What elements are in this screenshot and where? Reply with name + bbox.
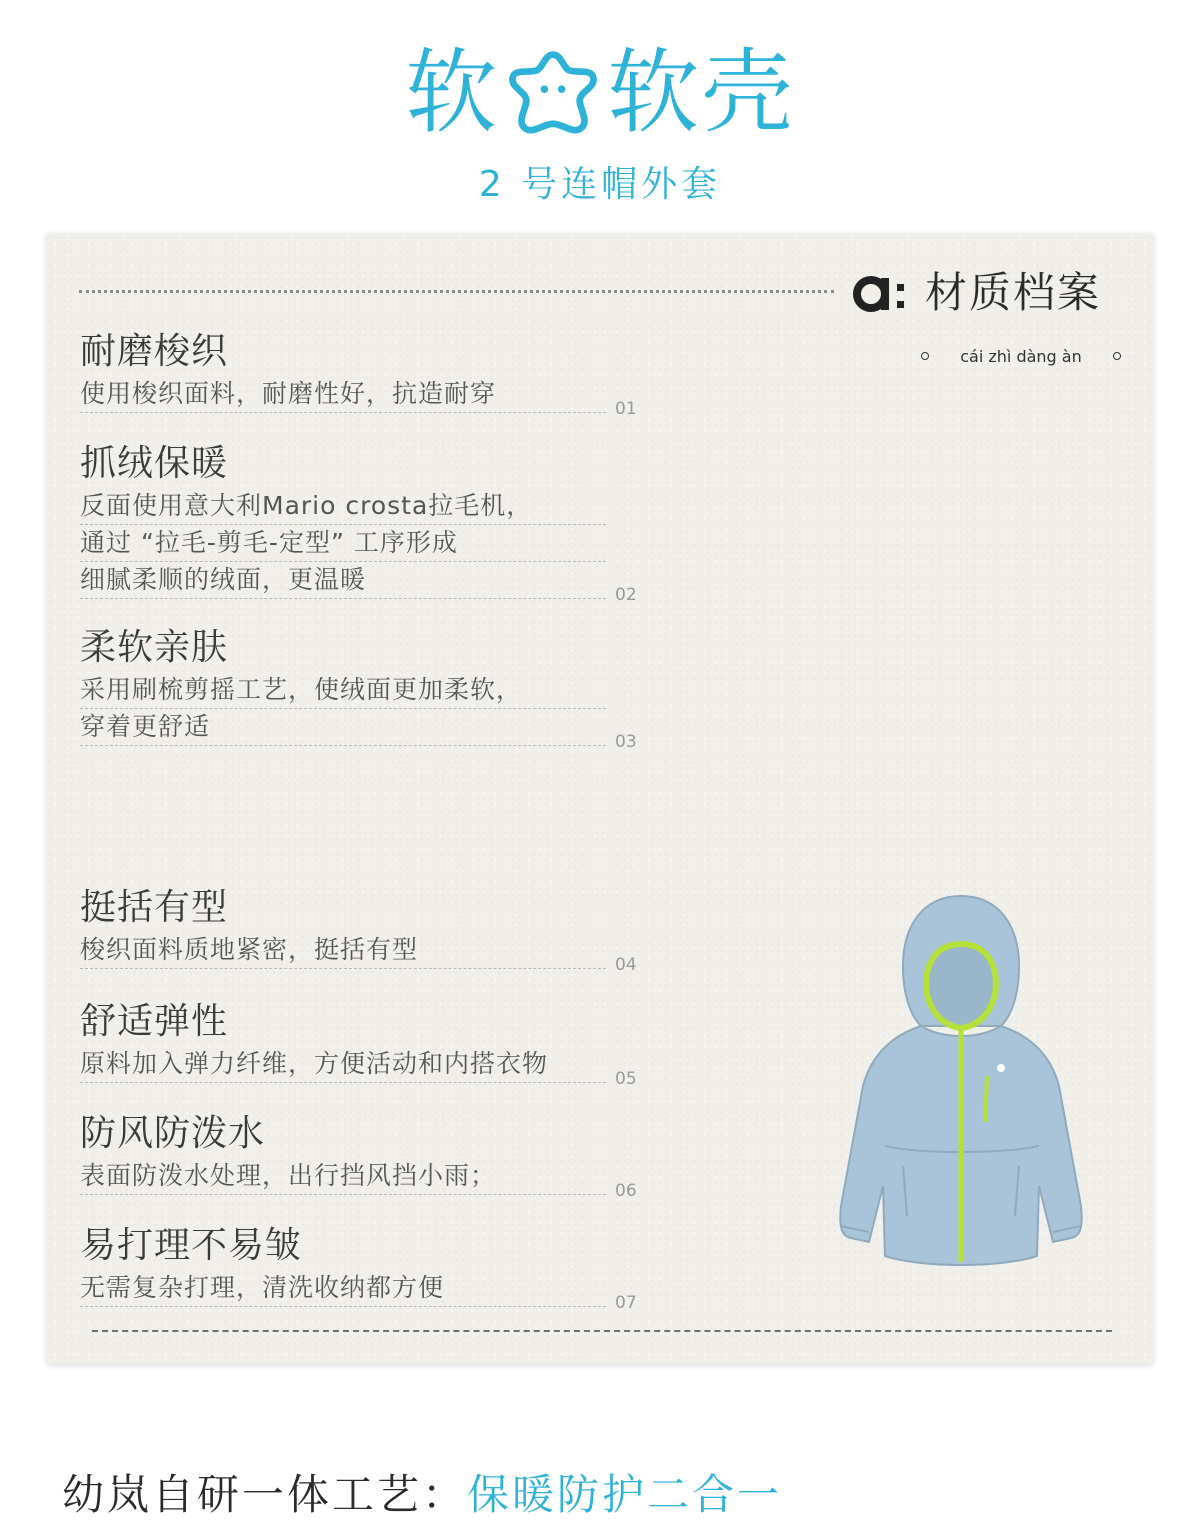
feature-description: 细腻柔顺的绒面，更温暖 <box>80 562 606 599</box>
bottom-divider <box>92 1330 1112 1332</box>
ring-dot-icon <box>1113 352 1121 360</box>
feature-item <box>80 328 640 419</box>
feature-number: 03 <box>615 732 637 752</box>
feature-number: 06 <box>615 1181 637 1201</box>
feature-title: 易打理不易皱 <box>80 1225 303 1266</box>
feature-description: 使用梭织面料，耐磨性好，抗造耐穿 <box>80 376 606 413</box>
brand-title-left: 软 <box>404 39 499 146</box>
feature-description: 反面使用意大利Mario crosta拉毛机， <box>80 488 606 525</box>
feature-item <box>80 1222 640 1313</box>
feature-item <box>80 884 640 975</box>
feature-description: 表面防泼水处理，出行挡风挡小雨； <box>80 1158 606 1195</box>
feature-title: 柔软亲肤 <box>80 627 229 668</box>
top-divider <box>79 290 834 293</box>
feature-title: 舒适弹性 <box>80 1001 229 1042</box>
footer-tagline-plain: 幼岚自研一体工艺： <box>62 1470 468 1519</box>
feature-description: 通过 “拉毛-剪毛-定型” 工序形成 <box>80 525 606 562</box>
feature-number: 07 <box>615 1293 637 1313</box>
feature-title: 抓绒保暖 <box>80 443 229 484</box>
feature-number: 02 <box>615 585 637 605</box>
archive-title: 材质档案 <box>925 268 1102 317</box>
archive-pinyin: cái zhì dàng àn <box>960 346 1082 366</box>
brand-title <box>0 38 1200 148</box>
feature-description: 无需复杂打理，清洗收纳都方便 <box>80 1270 606 1307</box>
feature-title: 挺括有型 <box>80 887 229 928</box>
feature-description: 梭织面料质地紧密，挺括有型 <box>80 932 606 969</box>
footer-tagline <box>62 1462 782 1522</box>
material-archive-card <box>47 234 1153 1364</box>
feature-title: 防风防泼水 <box>80 1113 266 1154</box>
hooded-jacket-icon <box>811 886 1111 1276</box>
page-header <box>0 0 1200 230</box>
archive-pinyin-row <box>921 344 1121 368</box>
feature-number: 01 <box>615 399 637 419</box>
feature-title: 耐磨梭织 <box>80 331 229 372</box>
footer-tagline-highlight: 保暖防护二合一 <box>467 1470 783 1519</box>
a-colon-logo-icon <box>851 268 915 316</box>
feature-number: 05 <box>615 1069 637 1089</box>
feature-description: 采用刷梳剪摇工艺，使绒面更加柔软， <box>80 672 606 709</box>
star-face-icon <box>505 45 601 141</box>
product-subtitle: 2 号连帽外套 <box>478 164 722 205</box>
archive-heading <box>851 260 1121 366</box>
brand-title-right: 软壳 <box>607 39 796 146</box>
feature-description: 原料加入弹力纤维，方便活动和内搭衣物 <box>80 1046 606 1083</box>
feature-item <box>80 998 640 1089</box>
feature-number: 04 <box>615 955 637 975</box>
feature-item <box>80 1110 640 1201</box>
feature-item <box>80 440 640 605</box>
ring-dot-icon <box>921 352 929 360</box>
feature-description: 穿着更舒适 <box>80 709 606 746</box>
feature-item <box>80 624 640 752</box>
